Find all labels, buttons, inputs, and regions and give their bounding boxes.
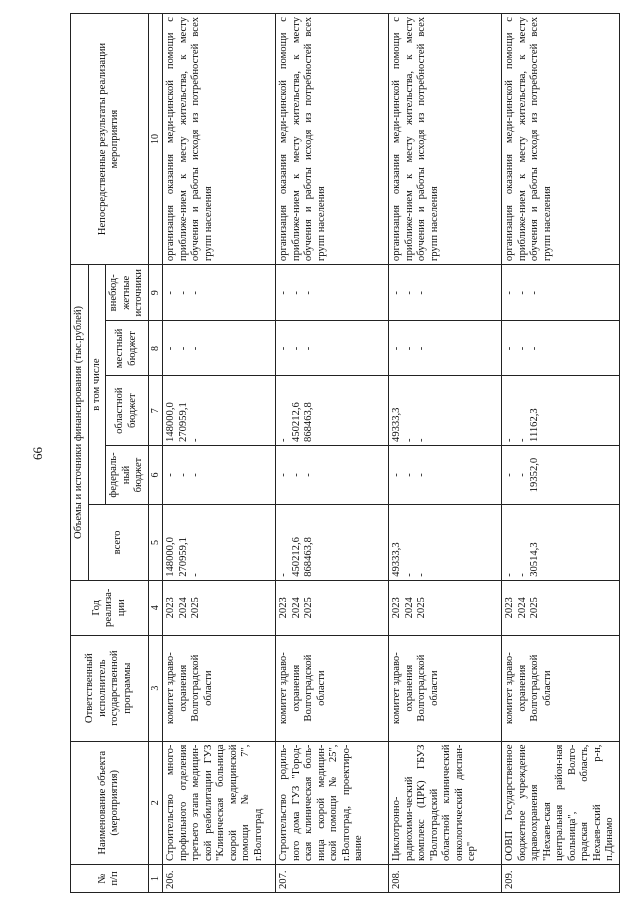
federal-value: - - - (276, 445, 389, 504)
executor: комитет здраво-охранения Волгоградской области (502, 635, 620, 741)
col-number: 7 (148, 376, 163, 446)
row-no: 209. (502, 865, 620, 893)
table-row (276, 14, 389, 893)
total-value: - 450212,6 868463,8 (276, 505, 389, 581)
header-total: всего (88, 505, 148, 581)
table-row (389, 14, 502, 893)
header-exec: Ответственный исполнитель государственной программы (71, 635, 149, 741)
local-value: - - - (163, 321, 276, 376)
header-extra: внебюд- жетные источники (106, 265, 149, 321)
col-number: 9 (148, 265, 163, 321)
executor: комитет здраво-охранения Волгоградской области (389, 635, 502, 741)
col-number: 1 (148, 865, 163, 893)
table-row (502, 14, 620, 893)
header-local: местный бюджет (106, 321, 149, 376)
years: 2023 2024 2025 (276, 580, 389, 635)
extra-value: - - - (276, 265, 389, 321)
table-row (163, 14, 276, 893)
page-number: 66 (30, 447, 45, 460)
result-text: организация оказания меди-цинской помощи с приближе-нием к месту жительства, к месту обучения и работы исходя из потребностей всех групп населения (502, 14, 620, 265)
col-number: 4 (148, 580, 163, 635)
total-value: 49333,3 - - (389, 505, 502, 581)
regional-value: - 450212,6 868463,8 (276, 376, 389, 446)
header-funding: Объемы и источники финансирования (тыс.рублей) (71, 265, 89, 581)
header-result: Непосредственные результаты реализации мероприятия (71, 14, 149, 265)
row-no: 206. (163, 865, 276, 893)
federal-value: - - - (163, 445, 276, 504)
row-no: 208. (389, 865, 502, 893)
total-value: 148000,0 270959,1 - (163, 505, 276, 581)
years: 2023 2024 2025 (502, 580, 620, 635)
col-number: 10 (148, 14, 163, 265)
extra-value: - - - (163, 265, 276, 321)
result-text: организация оказания меди-цинской помощи с приближе-нием к месту жительства, к месту обучения и работы исходя из потребностей всех групп населения (276, 14, 389, 265)
years: 2023 2024 2025 (389, 580, 502, 635)
executor: комитет здраво-охранения Волгоградской области (276, 635, 389, 741)
total-value: - - 30514,3 (502, 505, 620, 581)
result-text: организация оказания меди-цинской помощи с приближе-нием к месту жительства, к месту обучения и работы исходя из потребностей всех групп населения (389, 14, 502, 265)
col-number: 3 (148, 635, 163, 741)
extra-value: - - - (389, 265, 502, 321)
object-name: Строительство родиль-ного дома ГУЗ "Город-ская клиническая боль-ница скорой медицин-ской помощи № 25", г.Волгоград, проектиро-вание (276, 741, 389, 864)
object-name: Строительство много-профильного отделения третьего этапа медицин-ской реабилитации ГУЗ "Клиническая больница скорой медицинской помощи № 7", г.Волгоград (163, 741, 276, 864)
regional-value: - - 11162,3 (502, 376, 620, 446)
header-name: Наименование объекта (мероприятия) (71, 741, 149, 864)
regional-value: 148000,0 270959,1 - (163, 376, 276, 446)
col-number: 6 (148, 445, 163, 504)
local-value: - - - (502, 321, 620, 376)
extra-value: - - - (502, 265, 620, 321)
local-value: - - - (389, 321, 502, 376)
col-number: 5 (148, 505, 163, 581)
header-no: № п/п (71, 865, 149, 893)
federal-value: - - 19352,0 (502, 445, 620, 504)
header-incl: в том числе (88, 265, 106, 505)
row-no: 207. (276, 865, 389, 893)
regional-value: 49333,3 - - (389, 376, 502, 446)
object-name: Циклотронно-радиохими-ческий комплекс (ЦРК) ГБУЗ "Волгоградский областной клинический онкологический диспан-сер" (389, 741, 502, 864)
years: 2023 2024 2025 (163, 580, 276, 635)
local-value: - - - (276, 321, 389, 376)
header-regional: областной бюджет (106, 376, 149, 446)
result-text: организация оказания меди-цинской помощи с приближе-нием к месту жительства, к месту обучения и работы исходя из потребностей всех групп населения (163, 14, 276, 265)
federal-value: - - - (389, 445, 502, 504)
col-number: 2 (148, 741, 163, 864)
funding-table (70, 13, 620, 893)
executor: комитет здраво-охранения Волгоградской области (163, 635, 276, 741)
header-federal: федераль- ный бюджет (106, 445, 149, 504)
col-number: 8 (148, 321, 163, 376)
object-name: ООВП Государственное бюджетное учреждение здравоохранения "Нехаев-ская центральная район-ная больница", Волго-градская область, Нехаев-ский р-н, п.Динамо (502, 741, 620, 864)
header-year: Год реализа- ции (71, 580, 149, 635)
